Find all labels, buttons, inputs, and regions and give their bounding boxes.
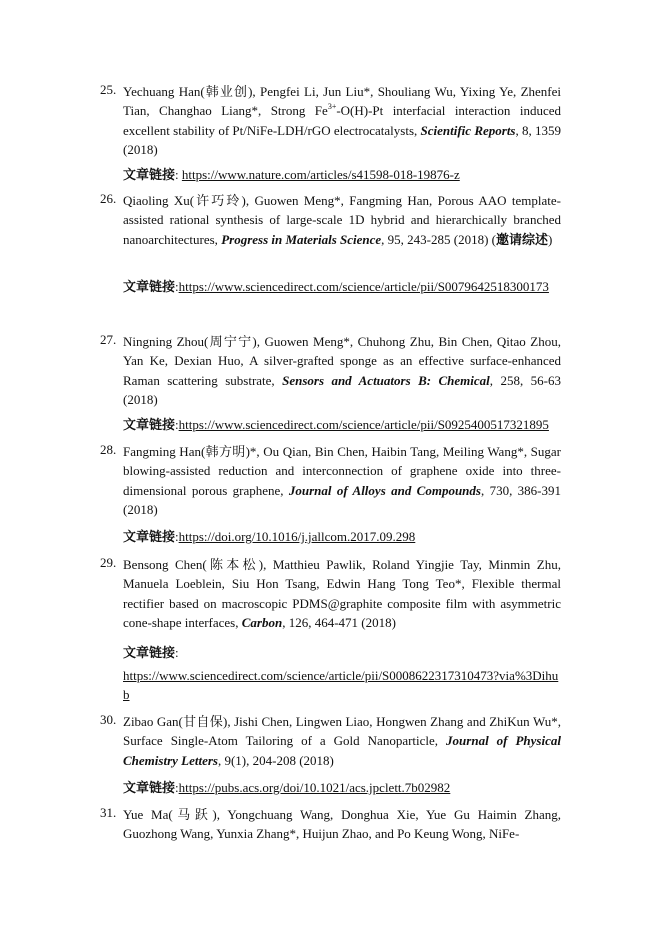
reference-segment: , 258, 56-63 (2018) xyxy=(123,372,561,408)
article-url-link[interactable]: https://doi.org/10.1016/j.jallcom.2017.09.298 xyxy=(178,529,416,544)
journal-name: Carbon xyxy=(241,615,283,631)
reference-segment: Yechuang Han(韩业创), Pengfei Li, Jun Liu*, Shouliang Wu, Yixing Ye, Zhenfei Tian, Changhao Liang*, Strong Fe xyxy=(123,84,561,119)
article-url-link[interactable]: https://www.nature.com/articles/s41598-018-19876-z xyxy=(181,167,460,182)
reference-text xyxy=(123,712,561,770)
reference-number: 27. xyxy=(100,332,117,347)
article-link-line xyxy=(123,778,563,797)
link-separator: : xyxy=(175,167,182,182)
reference-segment: Ningning Zhou(周宁宁), Guowen Meng*, Chuhong Zhu, Bin Chen, Qitao Zhou, Yan Ke, Dexian Huo, A silver-grafted sponge as an effective surface-enhanced Raman scattering substrate, xyxy=(123,334,561,388)
journal-name: Sensors and Actuators B: Chemical xyxy=(282,372,490,388)
article-link-line xyxy=(123,639,563,708)
reference-number: 29. xyxy=(100,555,117,570)
article-link-label: 文章链接 xyxy=(123,780,176,795)
article-link-line xyxy=(123,277,563,296)
reference-segment: , 9(1), 204-208 (2018) xyxy=(217,752,334,768)
link-separator: : xyxy=(175,780,179,795)
superscript: 3+ xyxy=(327,102,337,112)
reference-number: 25. xyxy=(100,82,117,97)
journal-name: Journal of Alloys and Compounds xyxy=(288,482,481,498)
article-link-line xyxy=(123,165,563,184)
reference-text xyxy=(123,805,561,844)
article-link-label: 文章链接 xyxy=(123,645,176,660)
link-separator: : xyxy=(175,529,179,544)
journal-name: Progress in Materials Science xyxy=(221,231,382,247)
reference-segment: Yue Ma(马跃), Yongchuang Wang, Donghua Xie, Yue Gu Haimin Zhang, Guozhong Wang, Yunxia Zhang*, Huijun Zhao, and Po Keung Wong, NiFe- xyxy=(123,807,561,842)
reference-entry xyxy=(100,442,561,520)
reference-segment: , 8, 1359 (2018) xyxy=(123,122,562,158)
reference-segment: 邀请综述 xyxy=(496,231,549,247)
reference-segment: Qiaoling Xu(许巧玲), Guowen Meng*, Fangming Han, Porous AAO template-assisted rational synthesis of large-scale 1D hybrid and hierarchically branched nanoarchitectures, xyxy=(123,193,561,247)
article-link-label: 文章链接 xyxy=(123,279,176,294)
article-link-label: 文章链接 xyxy=(123,529,176,544)
link-separator: : xyxy=(175,279,179,294)
reference-segment: Bensong Chen(陈本松), Matthieu Pawlik, Roland Yingjie Tay, Minmin Zhu, Manuela Loeblein, Siu Hon Tsang, Edwin Hang Tong Teo*, Flexible thermal rectifier based on macroscopic PDMS@graphite composite film with asymmetric cone-shape interfaces, xyxy=(123,557,561,631)
reference-entry xyxy=(100,191,561,249)
reference-number: 26. xyxy=(100,191,117,206)
reference-text xyxy=(123,442,561,520)
reference-segment: -O(H)-Pt interfacial interaction induced excellent stability of Pt/NiFe-LDH/rGO electrocatalysts, xyxy=(123,103,561,138)
article-url-link[interactable]: https://www.sciencedirect.com/science/article/pii/S0925400517321895 xyxy=(178,417,549,432)
reference-text xyxy=(123,332,561,410)
reference-segment: ) xyxy=(548,231,553,247)
journal-name: Scientific Reports xyxy=(420,122,516,138)
article-link-label: 文章链接 xyxy=(123,167,176,182)
article-url-link[interactable]: https://www.sciencedirect.com/science/article/pii/S0079642518300173 xyxy=(178,279,549,294)
reference-number: 30. xyxy=(100,712,117,727)
reference-segment: Fangming Han(韩方明)*, Ou Qian, Bin Chen, Haibin Tang, Meiling Wang*, Sugar blowing-assisted reduction and interconnection of graphene oxide into three-dimensional porous graphene, xyxy=(123,444,561,498)
reference-entry xyxy=(100,555,561,633)
reference-segment: , 126, 464-471 (2018) xyxy=(282,615,396,631)
reference-entry xyxy=(100,82,561,160)
article-link-line xyxy=(123,527,563,546)
link-separator: : xyxy=(175,417,179,432)
reference-number: 31. xyxy=(100,805,117,820)
article-url-link[interactable]: https://pubs.acs.org/doi/10.1021/acs.jpclett.7b02982 xyxy=(178,780,451,795)
journal-name: Journal of Physical Chemistry Letters xyxy=(123,733,561,768)
reference-entry xyxy=(100,332,561,410)
reference-entry xyxy=(100,805,561,844)
reference-segment: , 95, 243-285 (2018) ( xyxy=(381,231,496,247)
reference-text xyxy=(123,191,561,249)
article-link-label: 文章链接 xyxy=(123,417,176,432)
reference-text xyxy=(123,555,561,633)
reference-text xyxy=(123,82,561,160)
link-separator: : xyxy=(175,645,179,660)
reference-entry xyxy=(100,712,561,770)
reference-segment: , 730, 386-391 (2018) xyxy=(123,482,561,518)
article-url-link[interactable]: https://www.sciencedirect.com/science/article/pii/S0008622317310473?via%3Dihub xyxy=(123,668,559,703)
reference-number: 28. xyxy=(100,442,117,457)
reference-segment: Zibao Gan(甘自保), Jishi Chen, Lingwen Liao, Hongwen Zhang and ZhiKun Wu*, Surface Single-Atom Tailoring of a Gold Nanoparticle, xyxy=(123,714,561,749)
article-link-line xyxy=(123,415,563,434)
